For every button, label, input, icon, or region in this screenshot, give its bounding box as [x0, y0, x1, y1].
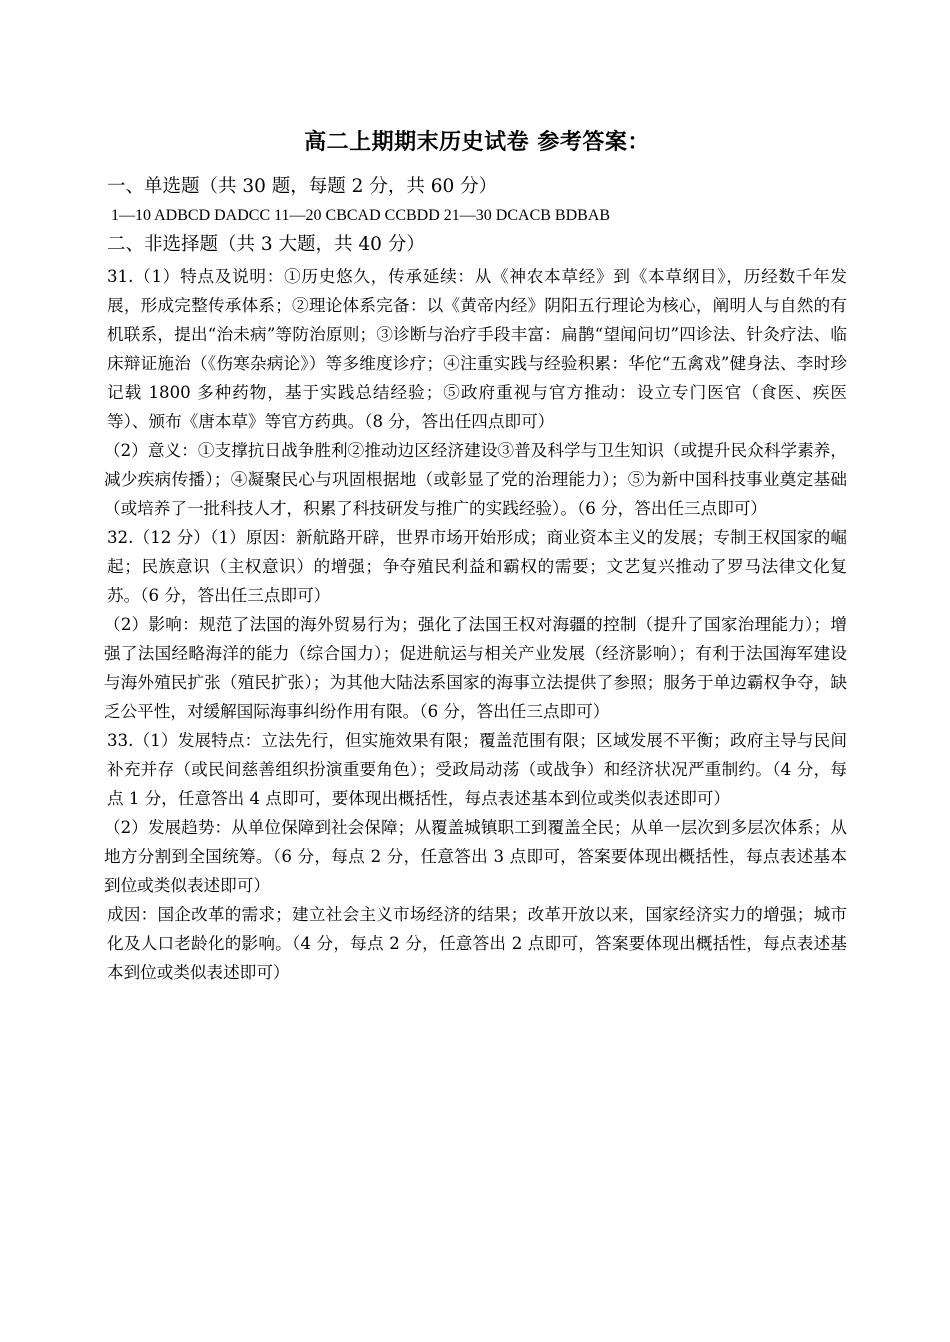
answer-32-part-1: 32.（12 分）（1）原因：新航路开辟，世界市场开始形成；商业资本主义的发展；专制王权国家的崛起；民族意识（主权意识）的增强；争夺殖民利益和霸权的需要；文艺复兴推动了罗马法律文化复苏。（6 分，答出任三点即可）	[107, 528, 847, 605]
answer-33-part-2: （2）发展趋势：从单位保障到社会保障；从覆盖城镇职工到覆盖全民；从单一层次到多层次体系；从地方分割到全国统筹。（6 分，每点 2 分，任意答出 3 点即可，答案要体现出概括性，每点表述基本到位或类似表述即可）	[104, 818, 847, 895]
answer-32-part-2: （2）影响：规范了法国的海外贸易行为；强化了法国王权对海疆的控制（提升了国家治理能力）；增强了法国经略海洋的能力（综合国力）；促进航运与相关产业发展（经济影响）；有利于法国海军建设与海外殖民扩张（殖民扩张）；为其他大陆法系国家的海事立法提供了参照；服务于单边霸权争夺，缺乏公平性，对缓解国际海事纠纷作用有限。（6 分，答出任三点即可）	[104, 615, 847, 721]
answer-33-causes: 成因：国企改革的需求；建立社会主义市场经济的结果；改革开放以来，国家经济实力的增强；城市化及人口老龄化的影响。（4 分，每点 2 分，任意答出 2 点即可，答案要体现出概括性，每点表述基本到位或类似表述即可）	[107, 905, 847, 982]
answer-31-part-2: （2）意义：①支撑抗日战争胜利②推动边区经济建设③普及科学与卫生知识（或提升民众科学素养，减少疾病传播）；④凝聚民心与巩固根据地（或彰显了党的治理能力）；⑤为新中国科技事业奠定基础（或培养了一批科技人才，积累了科技研发与推广的实践经验）。（6 分，答出任三点即可）	[104, 441, 847, 518]
answer-33-part-1: 33.（1）发展特点：立法先行，但实施效果有限；覆盖范围有限；区域发展不平衡；政府主导与民间补充并存（或民间慈善组织扮演重要角色）；受政局动荡（或战争）和经济状况严重制约。（4 分，每点 1 分，任意答出 4 点即可，要体现出概括性，每点表述基本到位或类似表述即可）	[107, 731, 847, 808]
section-1-heading: 一、单选题（共 30 题，每题 2 分，共 60 分）	[107, 176, 498, 197]
page-title: 高二上期期末历史试卷 参考答案：	[304, 130, 650, 155]
answer-31-part-1: 31.（1）特点及说明：①历史悠久，传承延续：从《神农本草经》到《本草纲目》，历经数千年发展，形成完整传承体系；②理论体系完备：以《黄帝内经》阴阳五行理论为核心，阐明人与自然的有机联系，提出“治未病”等防治原则；③诊断与治疗手段丰富：扁鹊“望闻问切”四诊法、针灸疗法、临床辩证施治（《伤寒杂病论》）等多维度诊疗；④注重实践与经验积累：华佗“五禽戏”健身法、李时珍记载 1800 多种药物，基于实践总结经验；⑤政府重视与官方推动：设立专门医官（食医、疾医等）、颁布《唐本草》等官方药典。（8 分，答出任四点即可）	[107, 267, 847, 431]
section-2-heading: 二、非选择题（共 3 大题，共 40 分）	[107, 234, 425, 255]
answer-key-page	[104, 128, 847, 987]
multiple-choice-answers: 1—10 ADBCD DADCC 11—20 CBCAD CCBDD 21—30 DCACB BDBAB	[111, 207, 611, 224]
